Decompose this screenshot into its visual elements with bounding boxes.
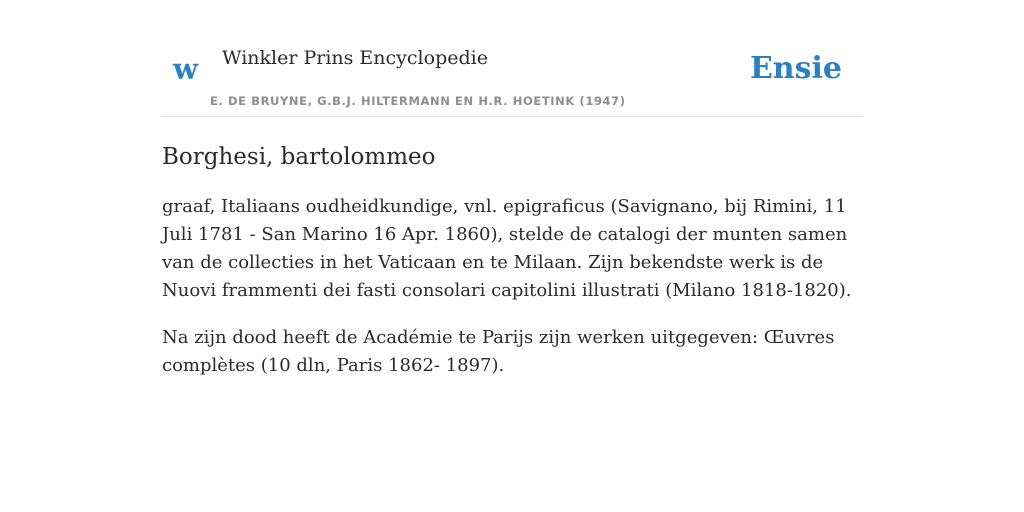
page-container (162, 0, 862, 380)
ensie-logo[interactable]: Ensie (749, 51, 842, 86)
entry-paragraph: Na zijn dood heeft de Académie te Parijs zijn werken uitgegeven: Œuvres complètes (10 dln, Paris 1862- 1897). (162, 327, 835, 376)
encyclopedia-header (162, 0, 862, 117)
encyclopedia-authors: E. DE BRUYNE, G.B.J. HILTERMANN EN H.R. HOETINK (1947) (210, 94, 626, 108)
encyclopedia-logo[interactable]: w (173, 52, 198, 86)
entry-title: Borghesi, bartolommeo (162, 144, 436, 170)
entry-paragraph: graaf, Italiaans oudheidkundige, vnl. epigraficus (Savignano, bij Rimini, 11 Juli 1781 - San Marino 16 Apr. 1860), stelde de catalogi der munten samen van de collecties in het Vaticaan en te Milaan. Zijn bekendste werk is de Nuovi frammenti dei fasti consolari capitolini illustrati (Milano 1818-1820). (162, 196, 852, 301)
encyclopedia-title[interactable]: Winkler Prins Encyclopedie (222, 47, 488, 69)
